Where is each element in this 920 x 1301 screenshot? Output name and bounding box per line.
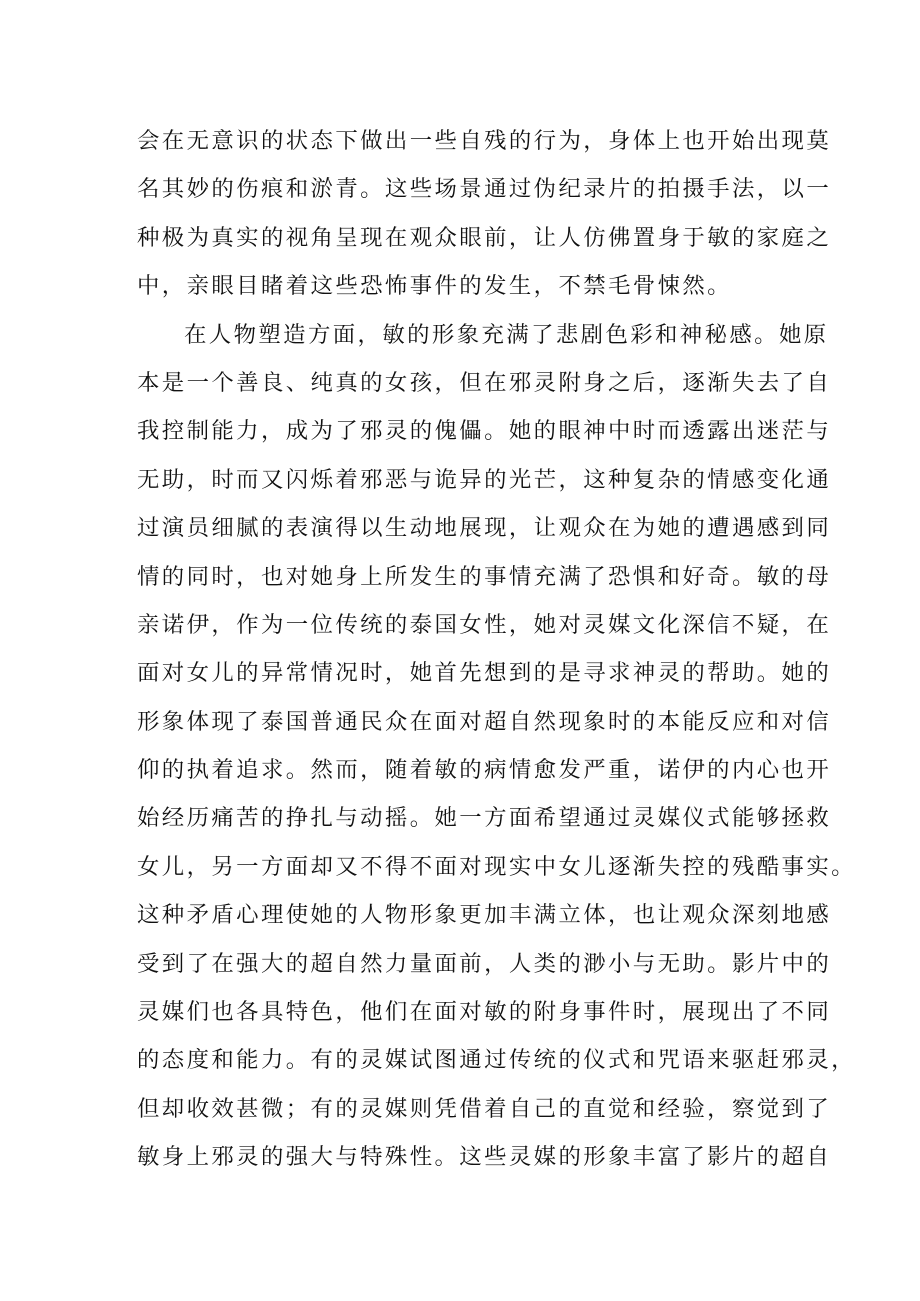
text-line: 会在无意识的状态下做出一些自残的行为，身体上也开始出现莫 [137, 128, 832, 154]
text-line: 的态度和能力。有的灵媒试图通过传统的仪式和咒语来驱赶邪灵， [137, 1047, 856, 1074]
body-text [137, 117, 856, 1182]
text-line: 过演员细腻的表演得以生动地展现，让观众在为她的遭遇感到同 [137, 515, 832, 542]
text-line: 但却收效甚微；有的灵媒则凭借着自己的直觉和经验，察觉到了 [137, 1095, 832, 1122]
text-line: 名其妙的伤痕和淤青。这些场景通过伪纪录片的拍摄手法，以一 [137, 176, 832, 203]
text-line: 受到了在强大的超自然力量面前，人类的渺小与无助。影片中的 [137, 950, 832, 977]
text-line: 中，亲眼目睹着这些恐怖事件的发生，不禁毛骨悚然。 [137, 273, 732, 300]
text-line: 仰的执着追求。然而，随着敏的病情愈发严重，诺伊的内心也开 [137, 757, 832, 784]
text-line: 敏身上邪灵的强大与特殊性。这些灵媒的形象丰富了影片的超自 [137, 1144, 832, 1171]
text-line: 形象体现了泰国普通民众在面对超自然现象时的本能反应和对信 [137, 708, 832, 735]
text-line: 灵媒们也各具特色，他们在面对敏的附身事件时，展现出了不同 [137, 999, 832, 1026]
text-line: 面对女儿的异常情况时，她首先想到的是寻求神灵的帮助。她的 [137, 660, 832, 687]
text-line: 情的同时，也对她身上所发生的事情充满了恐惧和好奇。敏的母 [137, 563, 832, 590]
text-line: 女儿，另一方面却又不得不面对现实中女儿逐渐失控的残酷事实。 [137, 853, 856, 880]
text-line: 无助，时而又闪烁着邪恶与诡异的光芒，这种复杂的情感变化通 [137, 466, 832, 493]
paragraph-first-line: 在人物塑造方面，敏的形象充满了悲剧色彩和神秘感。她原 [184, 321, 829, 348]
text-line: 亲诺伊，作为一位传统的泰国女性，她对灵媒文化深信不疑，在 [137, 611, 832, 638]
text-line: 我控制能力，成为了邪灵的傀儡。她的眼神中时而透露出迷茫与 [137, 418, 832, 445]
text-line: 本是一个善良、纯真的女孩，但在邪灵附身之后，逐渐失去了自 [137, 369, 832, 396]
text-line: 这种矛盾心理使她的人物形象更加丰满立体，也让观众深刻地感 [137, 902, 832, 929]
text-line: 始经历痛苦的挣扎与动摇。她一方面希望通过灵媒仪式能够拯救 [137, 805, 832, 832]
text-line: 种极为真实的视角呈现在观众眼前，让人仿佛置身于敏的家庭之 [137, 224, 832, 251]
